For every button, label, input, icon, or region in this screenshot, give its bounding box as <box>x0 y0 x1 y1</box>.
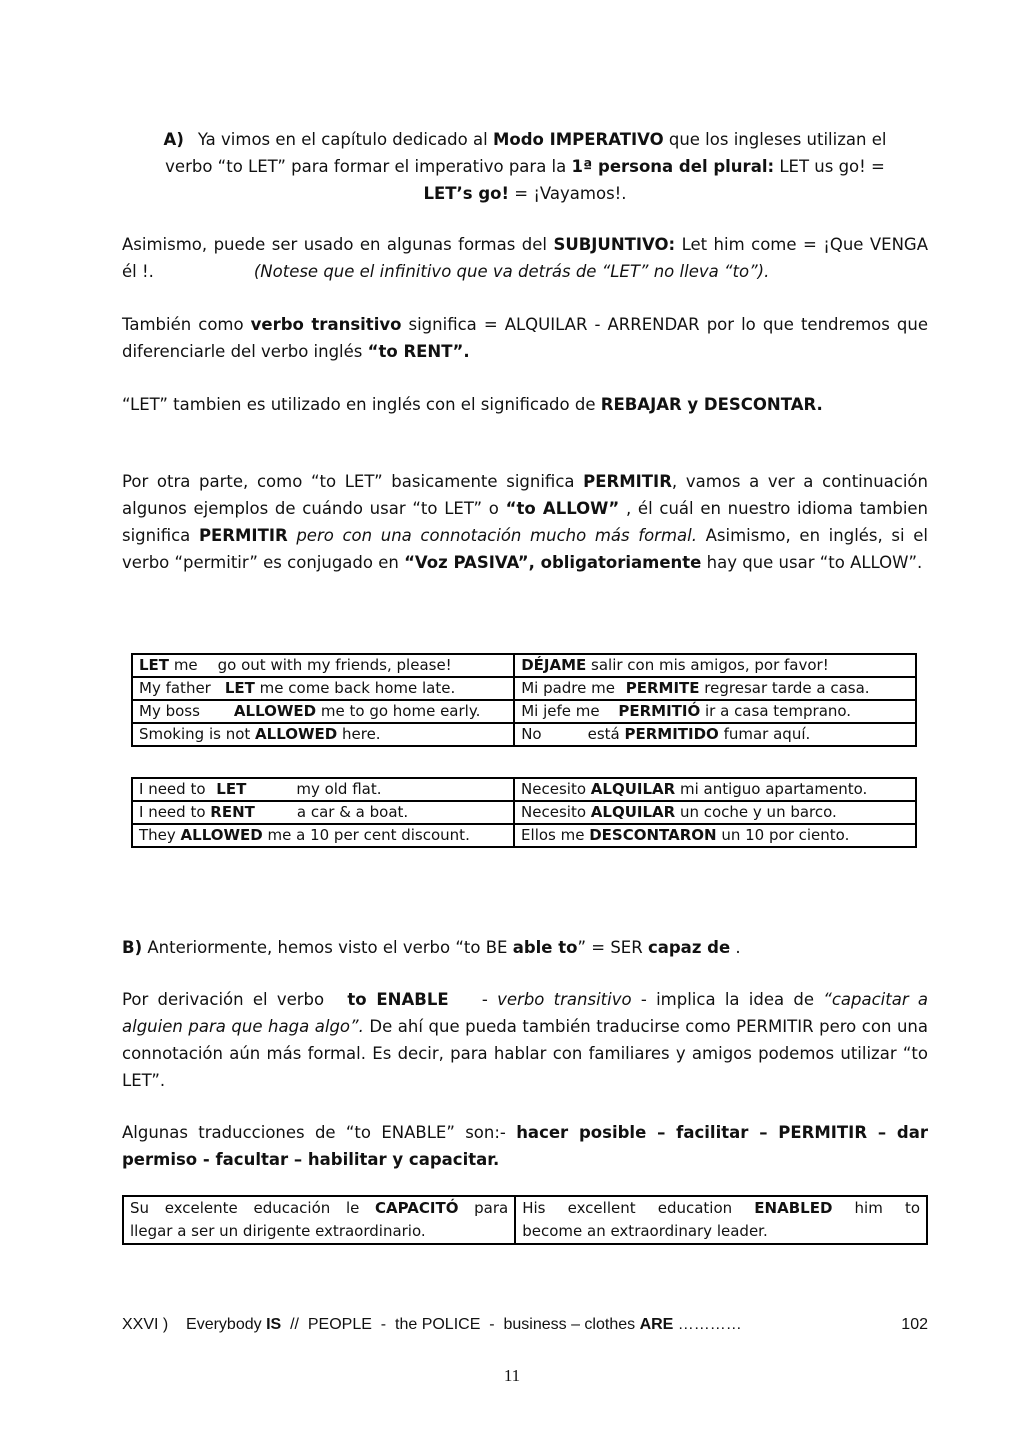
table-cell: Necesito ALQUILAR mi antiguo apartamento. <box>514 778 916 801</box>
table-cell: I need to LET my old flat. <box>132 778 514 801</box>
index-number: 102 <box>901 1316 928 1333</box>
table-row <box>132 677 916 700</box>
table-row <box>132 723 916 746</box>
table-row <box>123 1196 927 1244</box>
section-b-heading: B) Anteriormente, hemos visto el verbo “to BE able to” = SER capaz de . <box>122 938 741 957</box>
enable-example-table <box>122 1195 928 1245</box>
table-cell: Mi padre me PERMITE regresar tarde a casa. <box>514 677 916 700</box>
index-footer-line: XXVI ) Everybody IS // PEOPLE - the POLICE - business – clothes ARE ………… 102 <box>122 1316 928 1333</box>
table-cell: I need to RENT a car & a boat. <box>132 801 514 824</box>
traducciones-paragraph: Algunas traducciones de “to ENABLE” son:- hacer posible – facilitar – PERMITIR – dar permiso - facultar – habilitar y capacitar. <box>122 1123 929 1169</box>
rebajar-paragraph: “LET” tambien es utilizado en inglés con el significado de REBAJAR y DESCONTAR. <box>122 395 823 414</box>
page-number: 11 <box>503 1366 521 1385</box>
transitivo-paragraph: También como verbo transitivo significa = ALQUILAR - ARRENDAR por lo que tendremos que diferenciarle del verbo inglés “to RENT”. <box>122 315 928 361</box>
table-cell: My boss ALLOWED me to go home early. <box>132 700 514 723</box>
table-cell: DÉJAME salir con mis amigos, por favor! <box>514 654 916 677</box>
table-cell: No está PERMITIDO fumar aquí. <box>514 723 916 746</box>
table-cell: His excellent education ENABLED him to become an extraordinary leader. <box>515 1196 927 1244</box>
table-row <box>132 778 916 801</box>
table-cell: LET me go out with my friends, please! <box>132 654 514 677</box>
table-cell: Ellos me DESCONTARON un 10 por ciento. <box>514 824 916 847</box>
table-row <box>132 824 916 847</box>
let-allow-examples-table <box>131 653 917 747</box>
table-row <box>132 801 916 824</box>
section-b-marker: B) <box>122 938 143 957</box>
enable-paragraph: Por derivación el verbo to ENABLE - verbo transitivo - implica la idea de “capacitar a alguien para que haga algo”. De ahí que pueda también traducirse como PERMITIR pero con una connotación aún más formal. Es decir, para hablar con familiares y amigos podemos utilizar “to LET”. <box>122 990 928 1090</box>
section-a-line-3: LET’s go! = ¡Vayamos!. <box>423 184 627 203</box>
table-cell: Necesito ALQUILAR un coche y un barco. <box>514 801 916 824</box>
table-cell: Su excelente educación le CAPACITÓ para llegar a ser un dirigente extraordinario. <box>123 1196 515 1244</box>
table-cell: My father LET me come back home late. <box>132 677 514 700</box>
let-rent-examples-table <box>131 777 917 848</box>
table-row <box>132 700 916 723</box>
table-cell: They ALLOWED me a 10 per cent discount. <box>132 824 514 847</box>
permitir-paragraph: Por otra parte, como “to LET” basicamente significa PERMITIR, vamos a ver a continuación algunos ejemplos de cuándo usar “to LET” o “to ALLOW” , él cuál en nuestro idioma tambien significa PERMITIR pero con una connotación mucho más formal. Asimismo, en inglés, si el verbo “permitir” es conjugado en “Voz PASIVA”, obligatoriamente hay que usar “to ALLOW”. <box>122 472 929 572</box>
section-a-line-1: A) Ya vimos en el capítulo dedicado al Modo IMPERATIVO que los ingleses utilizan el <box>163 130 887 149</box>
table-cell: Smoking is not ALLOWED here. <box>132 723 514 746</box>
section-a-paragraph <box>122 126 928 207</box>
section-a-line-2: verbo “to LET” para formar el imperativo para la 1ª persona del plural: LET us go! = <box>165 157 885 176</box>
subjuntivo-paragraph: Asimismo, puede ser usado en algunas formas del SUBJUNTIVO: Let him come = ¡Que VENGA él !. (Notese que el infinitivo que va detrás de “LET” no lleva “to”). <box>122 235 928 281</box>
section-a-marker: A) <box>163 130 184 149</box>
table-row <box>132 654 916 677</box>
table-cell: Mi jefe me PERMITIÓ ir a casa temprano. <box>514 700 916 723</box>
